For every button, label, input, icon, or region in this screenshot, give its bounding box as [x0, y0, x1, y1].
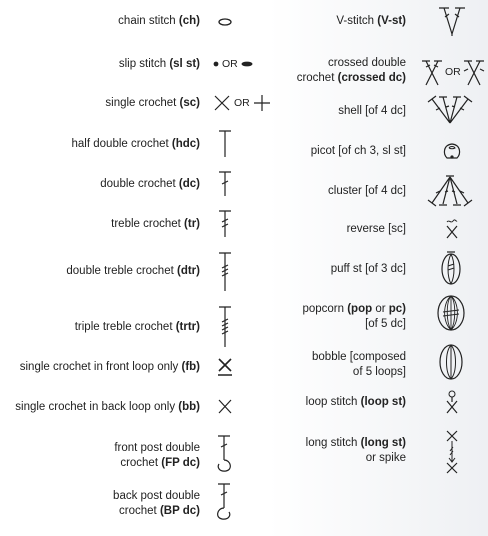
label-crossed: crossed double crochet (crossed dc): [296, 57, 406, 84]
label-reverse: reverse [sc]: [346, 223, 406, 235]
legend-row-dc: [0, 177, 200, 192]
label-cluster: cluster [of 4 dc]: [328, 185, 406, 197]
label-bpdc: back post double crochet (BP dc): [113, 490, 200, 517]
label-long: long stitch (long st) or spike: [305, 437, 406, 464]
or-word: OR: [234, 97, 250, 109]
label-hdc: half double crochet (hdc): [71, 138, 200, 150]
legend-row-trtr: [0, 320, 200, 335]
slip-stitch-icon: [213, 54, 253, 74]
popcorn-oval-icon: [434, 292, 468, 334]
legend-row-picot: [250, 144, 406, 159]
legend-row-long: [250, 436, 406, 466]
label-dc: double crochet (dc): [100, 178, 200, 190]
legend-row-dtr: [0, 264, 200, 279]
picot-loop-icon: [440, 140, 464, 164]
puff-oval-icon: [438, 250, 464, 288]
bobble-oval-icon: [436, 342, 466, 382]
legend-row-tr: [0, 217, 200, 232]
legend-row-popcorn: [250, 302, 406, 332]
crossed-dc-icon: [420, 56, 486, 88]
label-trtr: triple treble crochet (trtr): [74, 321, 200, 333]
legend-row-bpdc: [0, 489, 200, 519]
back-post-hook-icon: [212, 482, 236, 522]
legend-row-cluster: [250, 184, 406, 199]
cluster-fan-icon: [426, 172, 474, 208]
legend-row-vst: [250, 14, 406, 29]
v-stitch-icon: [432, 4, 472, 38]
label-bb: single crochet in back loop only (bb): [15, 401, 200, 413]
label-puff: puff st [of 3 dc]: [330, 263, 406, 275]
hdc-t-icon: [215, 128, 235, 160]
legend-row-fpdc: [0, 441, 200, 471]
label-shell: shell [of 4 dc]: [338, 105, 406, 117]
label-fb: single crochet in front loop only (fb): [19, 361, 200, 373]
or-word: OR: [445, 66, 461, 78]
label-vst: V-stitch (V-st): [336, 15, 406, 27]
legend-row-fb: [0, 360, 200, 375]
dtr-icon: [215, 250, 235, 294]
label-picot: picot [of ch 3, sl st]: [310, 145, 406, 157]
label-dtr: double treble crochet (dtr): [66, 265, 200, 277]
label-loop: loop stitch (loop st): [305, 396, 406, 408]
label-fpdc: front post double crochet (FP dc): [114, 442, 200, 469]
legend-row-slip: [0, 57, 200, 72]
long-stitch-icon: [440, 428, 464, 476]
trtr-icon: [215, 304, 235, 350]
tr-icon: [215, 208, 235, 240]
label-chain: chain stitch (ch): [118, 15, 200, 27]
dc-icon: [215, 170, 235, 198]
legend-row-hdc: [0, 137, 200, 152]
legend-row-shell: [250, 104, 406, 119]
or-word: OR: [222, 58, 238, 70]
x-underline-icon: [215, 356, 235, 378]
label-sc: single crochet (sc): [105, 97, 200, 109]
legend-row-loop: [250, 395, 406, 410]
legend-row-sc: [0, 96, 200, 111]
legend-row-chain: [0, 14, 200, 29]
legend-row-reverse: [250, 222, 406, 237]
front-post-hook-icon: [212, 434, 236, 474]
loop-stitch-icon: [440, 388, 464, 416]
chain-oval-icon: [210, 12, 240, 32]
label-slip: slip stitch (sl st): [118, 58, 200, 70]
shell-fan-icon: [426, 92, 474, 128]
legend-row-bb: [0, 400, 200, 415]
reverse-sc-icon: [440, 216, 464, 242]
label-bobble: bobble [composed of 5 loops]: [312, 351, 406, 378]
label-popcorn: popcorn (pop or pc) [of 5 dc]: [302, 303, 406, 330]
legend-row-crossed: [250, 56, 406, 86]
legend-row-bobble: [250, 350, 406, 380]
x-small-icon: [215, 396, 235, 418]
legend-row-puff: [250, 262, 406, 277]
label-tr: treble crochet (tr): [111, 218, 200, 230]
